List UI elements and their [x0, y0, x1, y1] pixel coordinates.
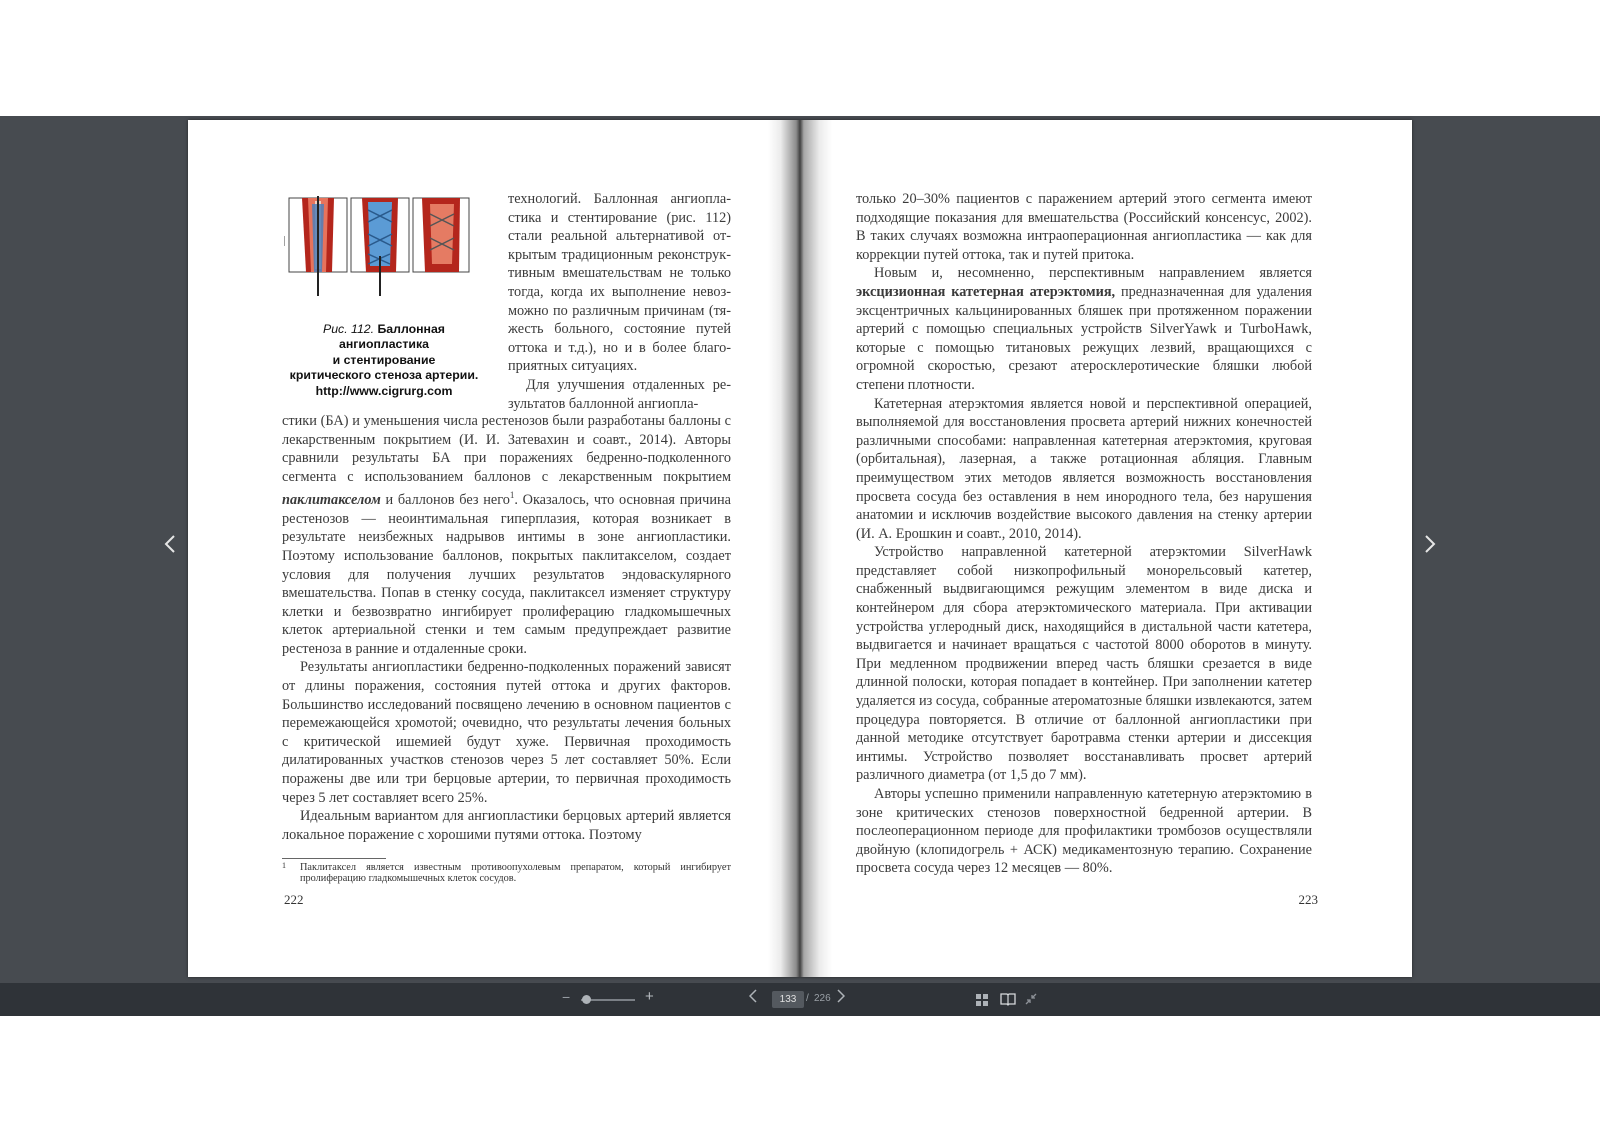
chevron-left-icon — [749, 989, 757, 1003]
right-page — [800, 120, 1412, 977]
footnote-text: Паклитаксел является известным противоопухолевым препаратом, который ингибирует пролиферацию гладкомышечных клеток сосудов. — [300, 862, 731, 884]
chevron-right-icon — [1424, 534, 1436, 554]
chevron-right-icon — [837, 989, 845, 1003]
narrow-line: стали реальной альтернативой от- — [508, 228, 731, 245]
footnote-reference[interactable]: 1 — [509, 490, 515, 501]
figure-caption-line: и стентирование — [332, 352, 436, 367]
total-pages: 226 — [814, 993, 831, 1004]
paragraph: Катетерная атерэктомия является новой и перспективной операцией, выполняемой для восстановления просвета артерий нижних конечностей различными способами: направленная катетерная атерэктомия, круговая (орбитальная), лазерная, а также ротационная абляция. Главным преимуществом этих методов является возможность восстановления просвета сосуда без оставления в нем инородного тела, без нарушения анатомии и исключив воздействие высокого давления на стенку артерии (И. А. Ерошкин и соавт., 2010, 2014). — [856, 395, 1312, 542]
paragraph: Устройство направленной катетерной атерэктомии SilverHawk представляет собой низкопрофильный монорельсовый катетер, снабженный выдвигающимся режущим элементом в виде диска и контейнером для сбора атерэктомического материала. При активации устройства углеродный диск, находящийся в дистальной части катетера, выдвигается и начинает вращаться с частотой 8000 оборотов в минуту. При медленном продвижении вперед часть бляшки срезается в виде длинной полоски, которая попадает в контейнер. При заполнении катетер удаляется из сосуда, собранные атероматозные бляшки извлекаются, затем процедура повторяется. В отличие от баллонной ангиопластики при данной методике отсутствует баротравма стенки артерии и диссекция интимы. Устройство позволяет восстанавливать просвет артерий различного диаметра (от 1,5 до 7 мм). — [856, 544, 1312, 784]
exit-fullscreen-button[interactable] — [1025, 992, 1037, 1010]
paragraph: Идеальным вариантом для ангиопластики берцовых артерий является локальное поражение с хорошими путями оттока. Поэтому — [282, 808, 731, 843]
grid-icon — [976, 994, 988, 1006]
paragraph-text: Новым и, несомненно, перспективным направлением является — [874, 265, 1312, 282]
angioplasty-illustration — [284, 196, 470, 300]
page-number-left: 222 — [284, 892, 304, 907]
next-page-button[interactable] — [1420, 534, 1440, 554]
narrow-line: тогда, когда их выполнение невоз- — [508, 283, 731, 300]
left-page — [188, 120, 800, 977]
paragraph: Результаты ангиопластики бедренно-подколенных поражений зависят от длины поражения, состояния путей оттока и других факторов. Большинство исследований посвящено лечению в основном пациентов с перемежающейся хромотой; очевидно, что результаты лечения больных с критической ишемией будут хуже. Первичная проходимость дилатированных участков стенозов через 5 лет составляет 50%. Если поражены две или три берцовые артерии, то первичная проходимость через 5 лет составляет всего 25%. — [282, 659, 731, 806]
footnote — [282, 862, 731, 884]
chevron-left-icon — [164, 534, 176, 554]
figure-caption — [282, 322, 486, 399]
figure-caption-line: Баллонная ангиопластика — [339, 322, 445, 352]
figure-source-link[interactable]: http://www.cigrurg.com — [315, 383, 453, 398]
narrow-line: Для улучшения отдаленных ре- — [526, 376, 731, 393]
figure-112 — [282, 196, 486, 399]
footnote-divider — [282, 858, 386, 859]
paragraph — [856, 264, 1312, 394]
book-view-button[interactable] — [1000, 992, 1016, 1011]
paragraph — [282, 412, 731, 658]
previous-page-button[interactable] — [160, 534, 180, 554]
paragraph-text: и баллонов без него — [380, 492, 510, 509]
zoom-slider-handle[interactable] — [582, 995, 591, 1004]
paragraph-text: предназначенная для удаления эксцентричных кальцинированных бляшек при протяженном поражении артерий с помощью специальных устройств SilverYawk и TurboHawk, которые с помощью титановых режущих лезвий, вращающихся с огромной скоростью, срезают атеросклеротические бляшки любой степени плотности. — [856, 283, 1312, 393]
book-spread — [188, 120, 1412, 977]
narrow-line: тивным вмешательствам не только — [508, 265, 731, 282]
page-number-input[interactable] — [772, 991, 804, 1008]
right-column-text — [856, 190, 1312, 878]
thumbnail-grid-button[interactable] — [976, 993, 988, 1011]
narrow-line: крытым традиционным реконструк- — [508, 246, 731, 263]
narrow-line: технологий. Баллонная ангиопла- — [508, 191, 731, 207]
paragraph: только 20–30% пациентов с паражением артерий этого сегмента имеют подходящие показания для вмешательства (Российский консенсус, 2002). В таких случаях возможна интраоперационная ангиопластика — как для коррекции путей оттока, так и путей притока. — [856, 191, 1312, 263]
figure-caption-line: критического стеноза артерии. — [289, 368, 479, 383]
narrow-line: зультатов баллонной ангиопла- — [508, 395, 699, 412]
toolbar-prev-page-button[interactable] — [749, 989, 757, 1008]
toolbar-next-page-button[interactable] — [837, 989, 845, 1008]
footnote-number: 1 — [282, 861, 286, 870]
narrow-line: стика и стентирование (рис. 112) — [508, 209, 731, 226]
shrink-icon — [1025, 993, 1037, 1005]
page-number-right: 223 — [1298, 892, 1318, 907]
paragraph: Авторы успешно применили направленную катетерную атерэктомию в зоне критических стенозов поверхностной бедренной артерии. В послеоперационном периоде для профилактики тромбозов осуществляли двойную (клопидогрель + АСК) медикаментозную терапию. Сохранение просвета сосуда через 12 месяцев — 80%. — [856, 786, 1312, 877]
bold-term: эксцизионная катетерная атерэктомия, — [856, 283, 1116, 300]
narrow-line: можно по различным причинам (тя- — [508, 302, 731, 319]
paragraph-text: стики (БА) и уменьшения числа рестенозов были разработаны баллоны с лекарственным покрытием (И. И. Затевахин и соавт., 2014). Авторы сравнили результаты БА при поражениях бедренно-подколенного сегмента с использованием баллонов с лекарственным покрытием — [282, 413, 731, 485]
open-book-icon — [1000, 992, 1016, 1006]
zoom-in-button[interactable]: + — [645, 988, 654, 1005]
document-viewer — [0, 116, 1600, 1016]
book-spine-shadow — [768, 120, 832, 977]
emphasized-term: паклитакселом — [282, 492, 381, 509]
figure-label: Рис. 112. — [323, 322, 375, 336]
narrow-column-text — [508, 190, 731, 413]
narrow-line: жесть больного, состояние путей — [508, 321, 731, 338]
zoom-out-button[interactable]: − — [562, 989, 571, 1005]
narrow-line: приятных ситуациях. — [508, 358, 638, 375]
full-column-text — [282, 412, 731, 844]
narrow-line: оттока и т.д.), но и в более благо- — [508, 339, 731, 356]
bottom-toolbar — [0, 983, 1600, 1016]
paragraph-text: . Оказалось, что основная причина рестенозов — неоинтимальная гиперплазия, которая возникает в результате неизбежных надрывов интимы в зоне ангиопластики. Поэтому использование баллонов, покрытых паклитакселом, создает условия для получения лучших результатов эндоваскулярного вмешательства. Попав в стенку сосуда, паклитаксел изменяет структуру клетки и безвозвратно ингибирует пролиферацию гладкомышечных клеток артериальной стенки и тем самым предупреждает развитие рестеноза в ранние и отдаленные сроки. — [282, 492, 731, 657]
page-separator: / — [806, 993, 809, 1004]
